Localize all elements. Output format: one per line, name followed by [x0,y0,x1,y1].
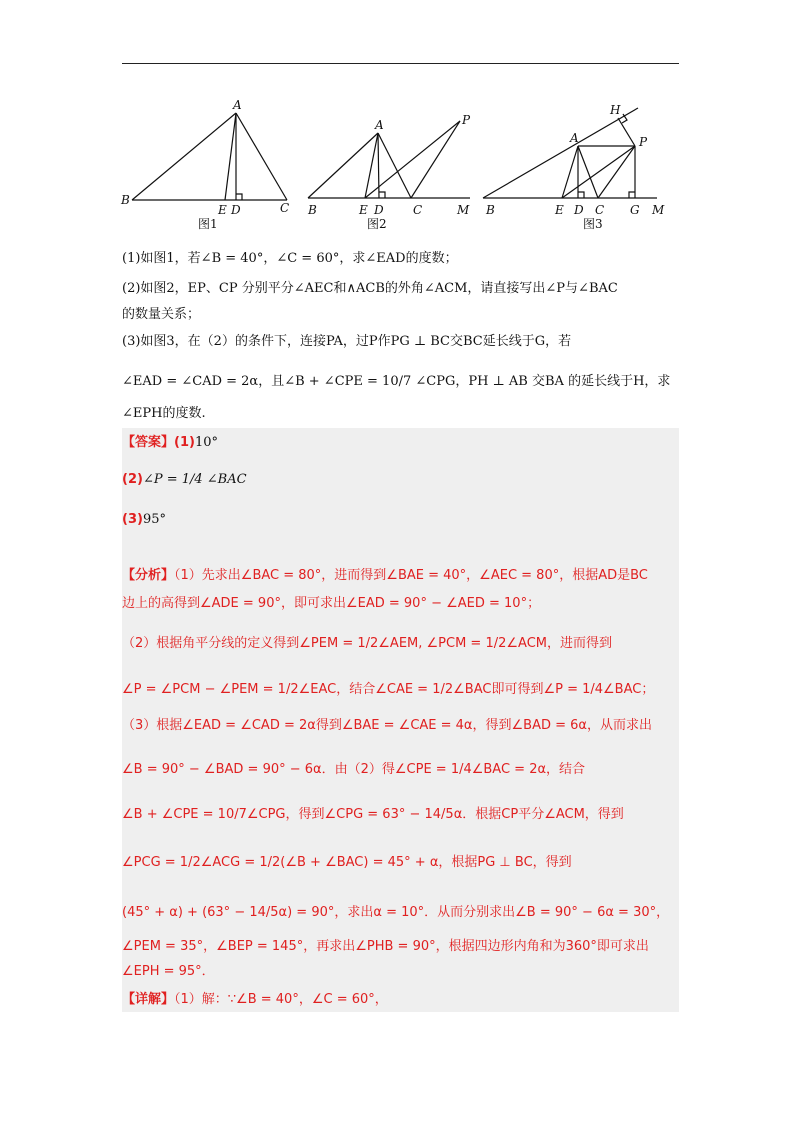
analysis-line-9: (45° + α) + (63° − 14/5α) = 90°，求出α = 10°．从而分别求出∠B = 90° − 6α = 30°， [122,905,670,920]
fig2-label-c: C [413,203,423,217]
fig3-label-c: C [595,203,605,217]
answer-label: 【答案】 [122,435,175,450]
fig1-label-b: B [121,193,130,207]
fig3-label-p: P [639,135,648,149]
fig1-label-a: A [233,98,242,112]
answer-3-tag: (3) [122,512,143,527]
figure-3 [483,108,657,198]
analysis-line-2: 边上的高得到∠ADE = 90°，即可求出∠EAD = 90° − ∠AED = 10°； [122,596,541,611]
question-part-3b: ∠EAD = ∠CAD = 2α，且∠B + ∠CPE = 10/7 ∠CPG，PH ⊥ AB 交BA 的延长线于H，求 [122,374,671,389]
figure-2 [308,121,470,198]
analysis-line-5: （3）根据∠EAD = ∠CAD = 2α得到∠BAE = ∠CAE = 4α，得到∠BAD = 6α，从而求出 [122,718,652,733]
fig2-label-b: B [308,203,317,217]
fig2-caption: 图2 [367,217,387,231]
analysis-line-3: （2）根据角平分线的定义得到∠PEM = 1/2∠AEM, ∠PCM = 1/2∠ACM，进而得到 [122,636,612,651]
question-part-2b: 的数量关系； [122,307,201,322]
figure-1 [132,113,287,200]
answer-1-tag: (1) [174,435,195,450]
analysis-line-6: ∠B = 90° − ∠BAD = 90° − 6α．由（2）得∠CPE = 1/4∠BAC = 2α，结合 [122,762,586,777]
analysis-line-10: ∠PEM = 35°，∠BEP = 145°，再求出∠PHB = 90°，根据四边形内角和为360°即可求出 [122,939,649,954]
question-part-3a: (3)如图3，在（2）的条件下，连接PA，过P作PG ⊥ BC交BC延长线于G，若 [122,334,572,349]
fig1-label-e: E [218,203,227,217]
fig2-label-p: P [462,113,471,127]
answer-3-value: 95° [142,512,166,527]
detail-text-1: （1）解：∵∠B = 40°，∠C = 60°， [174,992,388,1007]
answer-2-tag: (2) [122,472,143,487]
fig3-label-a: A [570,131,579,145]
analysis-line-8: ∠PCG = 1/2∠ACG = 1/2(∠B + ∠BAC) = 45° + α，根据PG ⊥ BC，得到 [122,855,572,870]
question-part-3c: ∠EPH的度数. [122,406,206,421]
fig2-label-m: M [457,203,470,217]
fig1-label-d: D [231,203,241,217]
fig3-label-m: M [652,203,665,217]
header-rule [122,63,679,64]
fig3-label-b: B [486,203,495,217]
answer-line-3 [122,510,166,530]
fig2-label-e: E [359,203,368,217]
analysis-line-4: ∠P = ∠PCM − ∠PEM = 1/2∠EAC，结合∠CAE = 1/2∠BAC即可得到∠P = 1/4∠BAC； [122,682,655,697]
analysis-line-1 [122,566,648,586]
fig3-label-d: D [574,203,584,217]
analysis-line-7: ∠B + ∠CPE = 10/7∠CPG，得到∠CPG = 63° − 14/5α．根据CP平分∠ACM，得到 [122,807,624,822]
answer-line-2 [122,470,247,490]
analysis-text-1: （1）先求出∠BAC = 80°，进而得到∠BAE = 40°，∠AEC = 80°，根据AD是BC [174,568,648,583]
fig2-label-d: D [374,203,384,217]
fig3-label-h: H [610,103,621,117]
geometry-figures [115,98,680,238]
fig2-label-a: A [375,118,384,132]
fig1-label-c: C [280,201,290,215]
analysis-label: 【分析】 [122,568,175,583]
answer-1-value: 10° [194,435,218,450]
fig3-caption: 图3 [583,217,603,231]
question-part-1: (1)如图1，若∠B = 40°，∠C = 60°，求∠EAD的度数； [122,251,458,266]
analysis-line-11: ∠EPH = 95°． [122,964,215,979]
fig3-label-e: E [555,203,564,217]
answer-2-value: ∠P = 1/4 ∠BAC [142,472,247,487]
detail-line-1 [122,990,388,1010]
detail-label: 【详解】 [122,992,175,1007]
answer-line-1 [122,433,218,453]
question-part-2a: (2)如图2，EP、CP 分别平分∠AEC和∧ACB的外角∠ACM，请直接写出∠P与∠BAC [122,281,618,296]
fig3-label-g: G [630,203,640,217]
fig1-caption: 图1 [198,217,218,231]
